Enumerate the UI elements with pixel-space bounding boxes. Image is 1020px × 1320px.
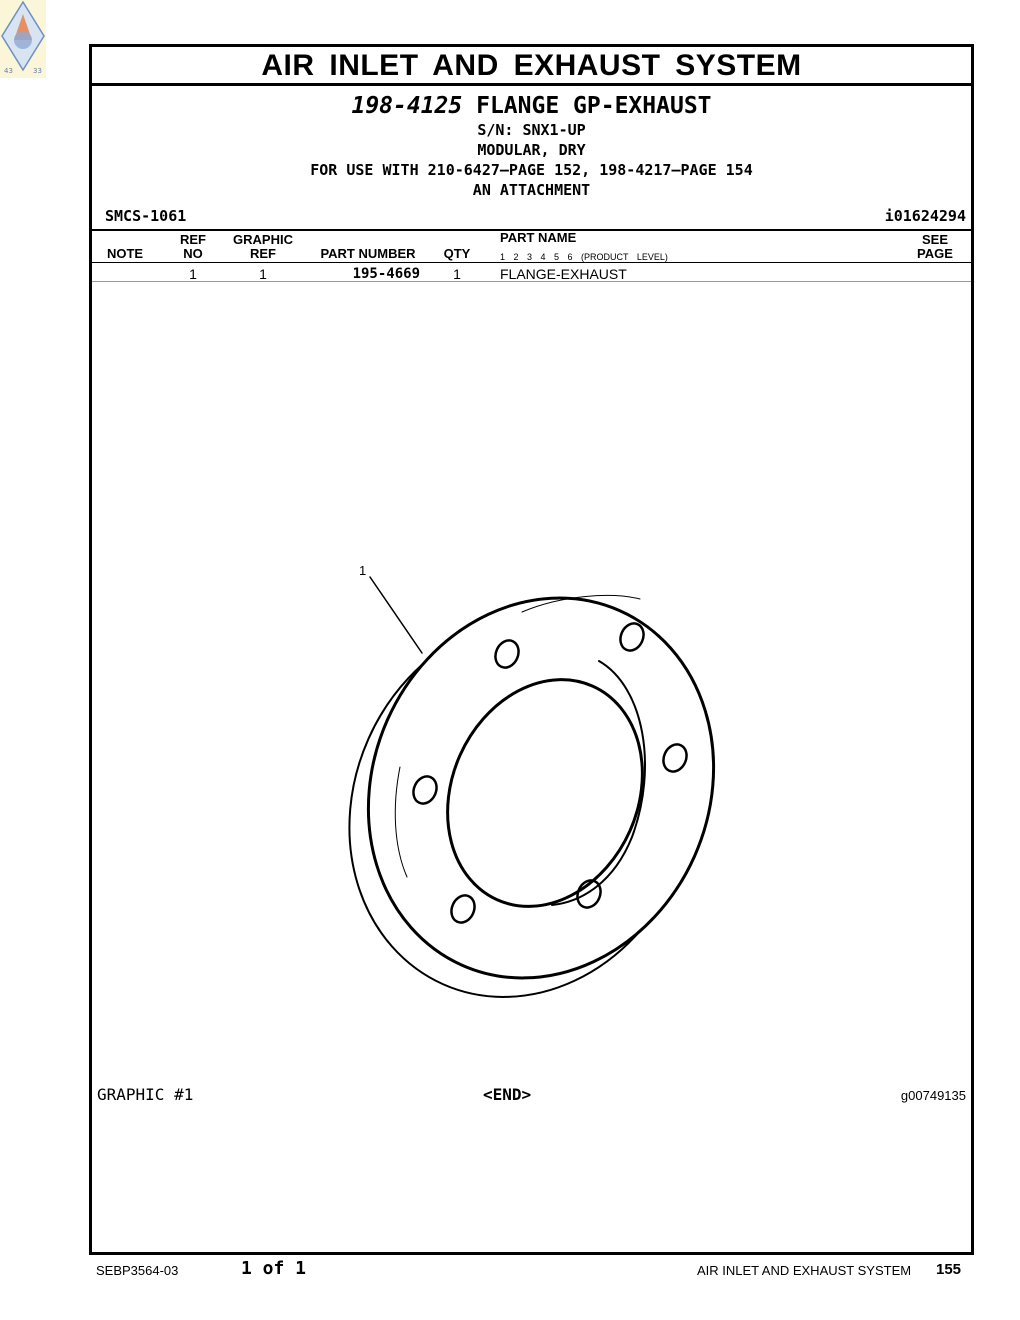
smcs-code: SMCS-1061	[105, 207, 187, 225]
group-number: 198-4125	[351, 93, 463, 119]
flange-illustration	[92, 47, 971, 1252]
group-name: FLANGE GP-EXHAUST	[476, 93, 712, 119]
graphic-id: g00749135	[900, 1088, 966, 1103]
illustration-id: i01624294	[884, 207, 966, 225]
col-qty: QTY	[443, 246, 471, 261]
col-see-page-top: SEE	[921, 232, 948, 247]
row-ref-no: 1	[189, 266, 197, 282]
use-with-line: FOR USE WITH 210-6427—PAGE 152, 198-4217—PAGE 154	[310, 161, 753, 179]
variant-line: MODULAR, DRY	[477, 141, 586, 159]
col-part-name: PART NAME	[500, 230, 577, 245]
flange-outer-edge	[309, 542, 774, 1033]
publisher-logo	[0, 0, 46, 78]
serial-number: S/N: SNX1-UP	[477, 121, 586, 139]
callout-leader	[370, 577, 422, 653]
col-see-page-bottom: PAGE	[917, 246, 953, 261]
row-qty: 1	[453, 266, 461, 282]
logo-text-right: 33	[33, 67, 42, 75]
col-graphic-ref-top: GRAPHIC	[233, 232, 293, 247]
row-graphic-ref: 1	[259, 266, 267, 282]
footer-section: AIR INLET AND EXHAUST SYSTEM	[697, 1263, 912, 1278]
parts-page-frame	[89, 44, 974, 1255]
col-ref-no-top: REF	[180, 232, 206, 247]
col-graphic-ref-bottom: REF	[250, 246, 276, 261]
page-number: 155	[936, 1261, 962, 1278]
end-marker: <END>	[483, 1085, 532, 1104]
system-title: AIR INLET AND EXHAUST SYSTEM	[92, 47, 971, 86]
callout-number: 1	[359, 563, 367, 578]
col-ref-no-bottom: NO	[183, 246, 203, 261]
logo-text-left: 43	[4, 67, 13, 75]
row-part-number: 195-4669	[352, 266, 420, 282]
col-note: NOTE	[106, 246, 144, 261]
graphic-label: GRAPHIC #1	[97, 1085, 194, 1104]
product-levels: 1 2 3 4 5 6 (PRODUCT LEVEL)	[500, 252, 668, 262]
doc-number: SEBP3564-03	[96, 1263, 179, 1278]
row-part-name: FLANGE-EXHAUST	[500, 266, 627, 282]
col-part-number: PART NUMBER	[320, 246, 416, 261]
page-of: 1 of 1	[241, 1258, 307, 1279]
attachment-line: AN ATTACHMENT	[472, 181, 591, 199]
